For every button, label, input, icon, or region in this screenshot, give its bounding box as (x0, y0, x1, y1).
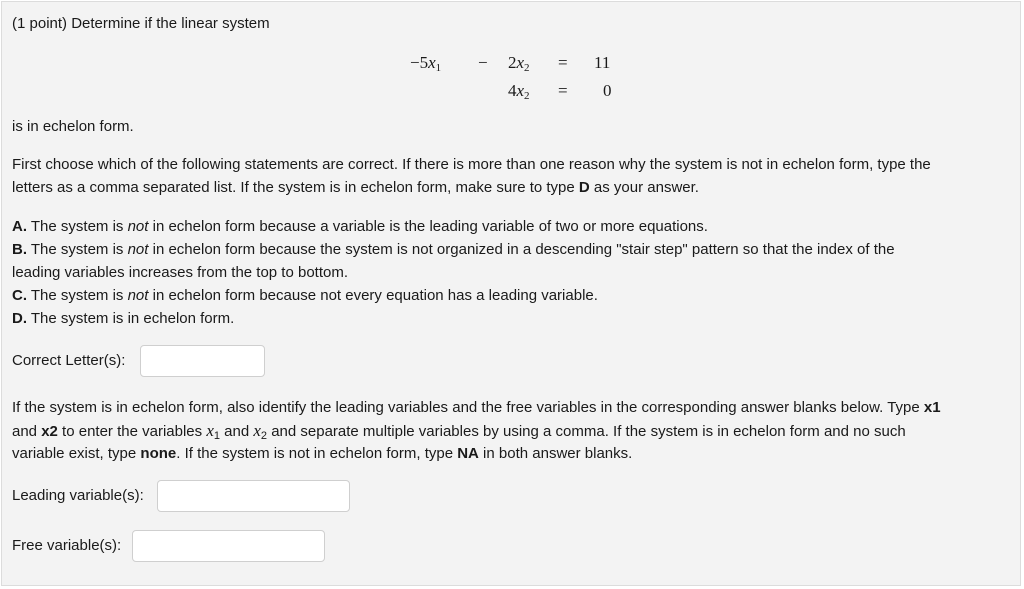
eq1-term1 (410, 53, 441, 78)
eq1-term1-sub: 1 (435, 62, 442, 74)
eq2-rhs: 0 (603, 81, 612, 100)
second-part-line3-b: . If the system is not in echelon form, type (176, 445, 458, 462)
second-part-line1 (12, 397, 941, 420)
option-b-letter: B. (12, 241, 27, 258)
free-variables-input[interactable] (132, 530, 325, 562)
eq1-term1-var: x (428, 53, 436, 72)
second-part-var2: x (253, 421, 261, 440)
eq1-rhs: 11 (594, 53, 611, 72)
second-part-line2-bold: x2 (41, 423, 58, 440)
correct-letters-input[interactable] (140, 345, 265, 377)
option-d (12, 308, 234, 331)
option-b-post: in echelon form because the system is not organized in a descending "stair step" pattern so that the index of the (148, 241, 895, 258)
instructions-line2-post: as your answer. (589, 179, 699, 196)
eq1-equals: = (558, 53, 568, 72)
option-a (12, 216, 708, 239)
second-part-sub2: 2 (260, 430, 268, 442)
eq2-term2-var: x (516, 81, 525, 100)
option-b-pre: The system is (27, 241, 128, 258)
second-part-line1-pre: If the system is in echelon form, also identify the leading variables and the free variables in the corresponding answer blanks below. Type (12, 399, 924, 416)
leading-variables-label: Leading variable(s): (12, 487, 144, 504)
second-part-line3-c: in both answer blanks. (478, 445, 633, 462)
second-part-line3-bold1: none (140, 445, 177, 462)
problem-intro: (1 point) Determine if the linear system (12, 15, 270, 32)
eq1-operator: − (478, 53, 488, 72)
correct-letters-label: Correct Letter(s): (12, 352, 126, 369)
eq1-term2-coef: 2 (508, 53, 517, 72)
second-part-line2-d: and separate multiple variables by using a comma. If the system is in echelon form and no such (267, 423, 906, 440)
instructions-line1: First choose which of the following statements are correct. If there is more than one reason why the system is not in echelon form, type the (12, 156, 931, 173)
option-c-pre: The system is (27, 287, 128, 304)
eq2-term2 (508, 81, 530, 106)
option-d-post: The system is in echelon form. (27, 310, 235, 327)
option-a-post: in echelon form because a variable is the leading variable of two or more equations. (148, 218, 708, 235)
option-b-line2: leading variables increases from the top to bottom. (12, 264, 349, 281)
option-b (12, 239, 895, 262)
option-b-em: not (127, 241, 149, 258)
option-a-letter: A. (12, 218, 27, 235)
eq1-term2 (508, 53, 530, 78)
option-c-post: in echelon form because not every equation has a leading variable. (148, 287, 598, 304)
eq2-term2-coef: 4 (508, 81, 517, 100)
eq2-equals: = (558, 81, 568, 100)
leading-variables-input[interactable] (157, 480, 350, 512)
option-c-letter: C. (12, 287, 27, 304)
instructions-line2 (12, 177, 699, 200)
instructions-line2-pre: letters as a comma separated list. If the system is in echelon form, make sure to type (12, 179, 579, 196)
eq1-term1-coef: −5 (410, 53, 429, 72)
option-a-em: not (127, 218, 149, 235)
eq1-term2-var: x (516, 53, 525, 72)
second-part-var1: x (206, 421, 214, 440)
second-part-line3-bold2: NA (457, 445, 479, 462)
second-part-line2-b: to enter the variables (57, 423, 207, 440)
option-a-pre: The system is (27, 218, 128, 235)
free-variables-label: Free variable(s): (12, 537, 122, 554)
second-part-sub1: 1 (213, 430, 220, 442)
instructions-line2-bold: D (578, 179, 590, 196)
eq1-term2-sub: 2 (524, 62, 530, 74)
second-part-line2-c: and (219, 423, 254, 440)
after-system-text: is in echelon form. (12, 118, 134, 135)
option-c (12, 285, 598, 308)
option-c-em: not (127, 287, 149, 304)
option-d-letter: D. (12, 310, 27, 327)
second-part-line3-a: variable exist, type (12, 445, 141, 462)
second-part-line2-a: and (12, 423, 42, 440)
second-part-line1-bold: x1 (923, 399, 941, 416)
problem-panel (1, 1, 1021, 586)
eq2-term2-sub: 2 (524, 90, 530, 102)
second-part-line3 (12, 443, 632, 466)
